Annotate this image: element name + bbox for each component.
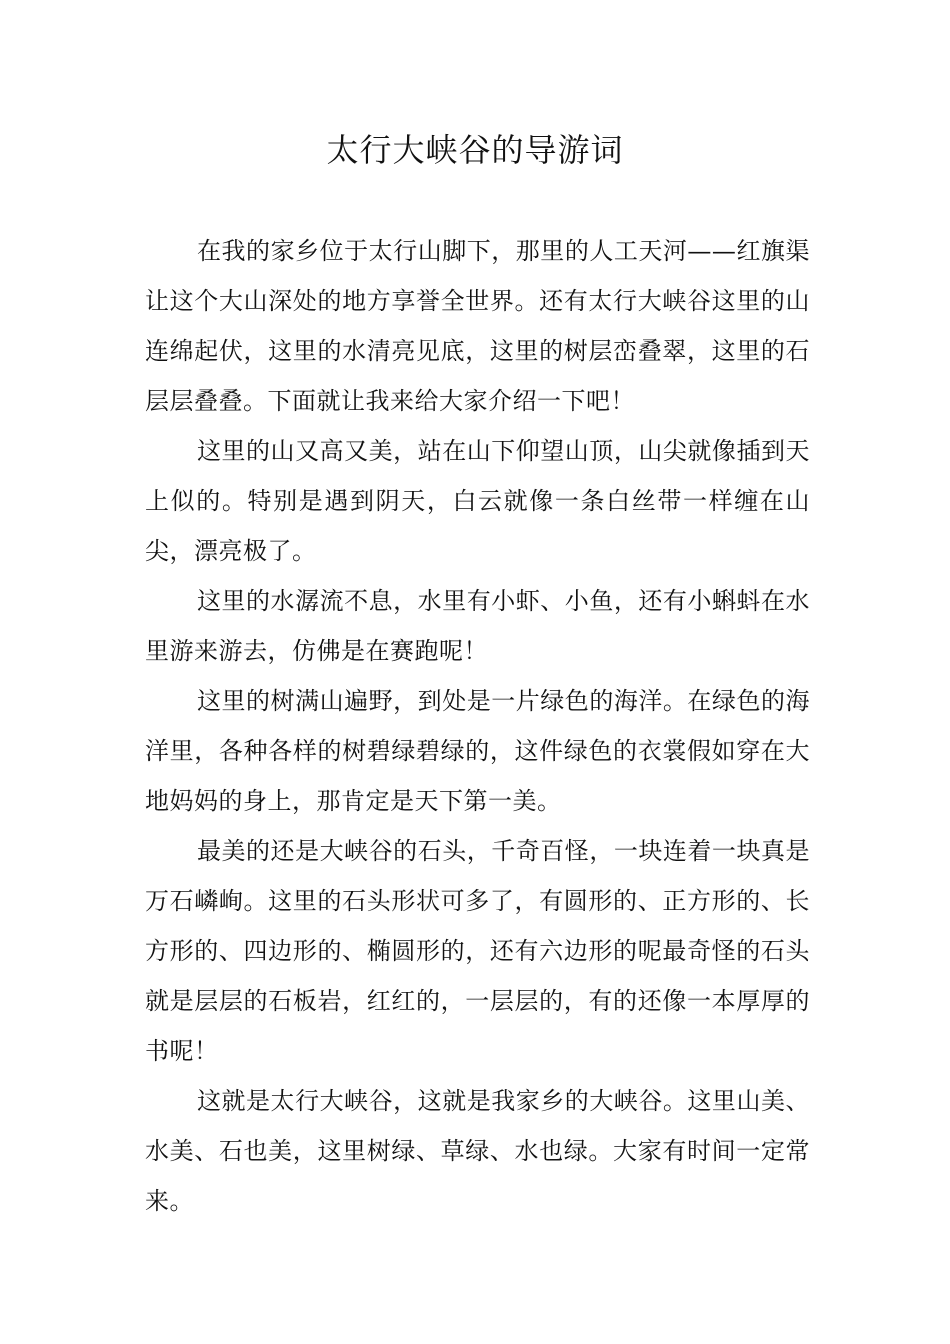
document-body <box>145 226 810 1226</box>
paragraph-4: 这里的树满山遍野，到处是一片绿色的海洋。在绿色的海洋里，各种各样的树碧绿碧绿的，这件绿色的衣裳假如穿在大地妈妈的身上，那肯定是天下第一美。 <box>145 687 810 815</box>
paragraph-6: 这就是太行大峡谷，这就是我家乡的大峡谷。这里山美、水美、石也美，这里树绿、草绿、水也绿。大家有时间一定常来。 <box>145 1087 810 1215</box>
paragraph-2: 这里的山又高又美，站在山下仰望山顶，山尖就像插到天上似的。特别是遇到阴天，白云就像一条白丝带一样缠在山尖，漂亮极了。 <box>145 437 810 565</box>
paragraph-5: 最美的还是大峡谷的石头，千奇百怪，一块连着一块真是万石嶙峋。这里的石头形状可多了，有圆形的、正方形的、长方形的、四边形的、椭圆形的，还有六边形的呢最奇怪的石头就是层层的石板岩，红红的，一层层的，有的还像一本厚厚的书呢！ <box>145 837 810 1065</box>
document-title: 太行大峡谷的导游词 <box>326 131 624 169</box>
paragraph-1: 在我的家乡位于太行山脚下，那里的人工天河——红旗渠让这个大山深处的地方享誉全世界。还有太行大峡谷这里的山连绵起伏，这里的水清亮见底，这里的树层峦叠翠，这里的石层层叠叠。下面就让我来给大家介绍一下吧！ <box>145 237 810 415</box>
paragraph-3: 这里的水潺流不息，水里有小虾、小鱼，还有小蝌蚪在水里游来游去，仿佛是在赛跑呢！ <box>145 587 810 665</box>
